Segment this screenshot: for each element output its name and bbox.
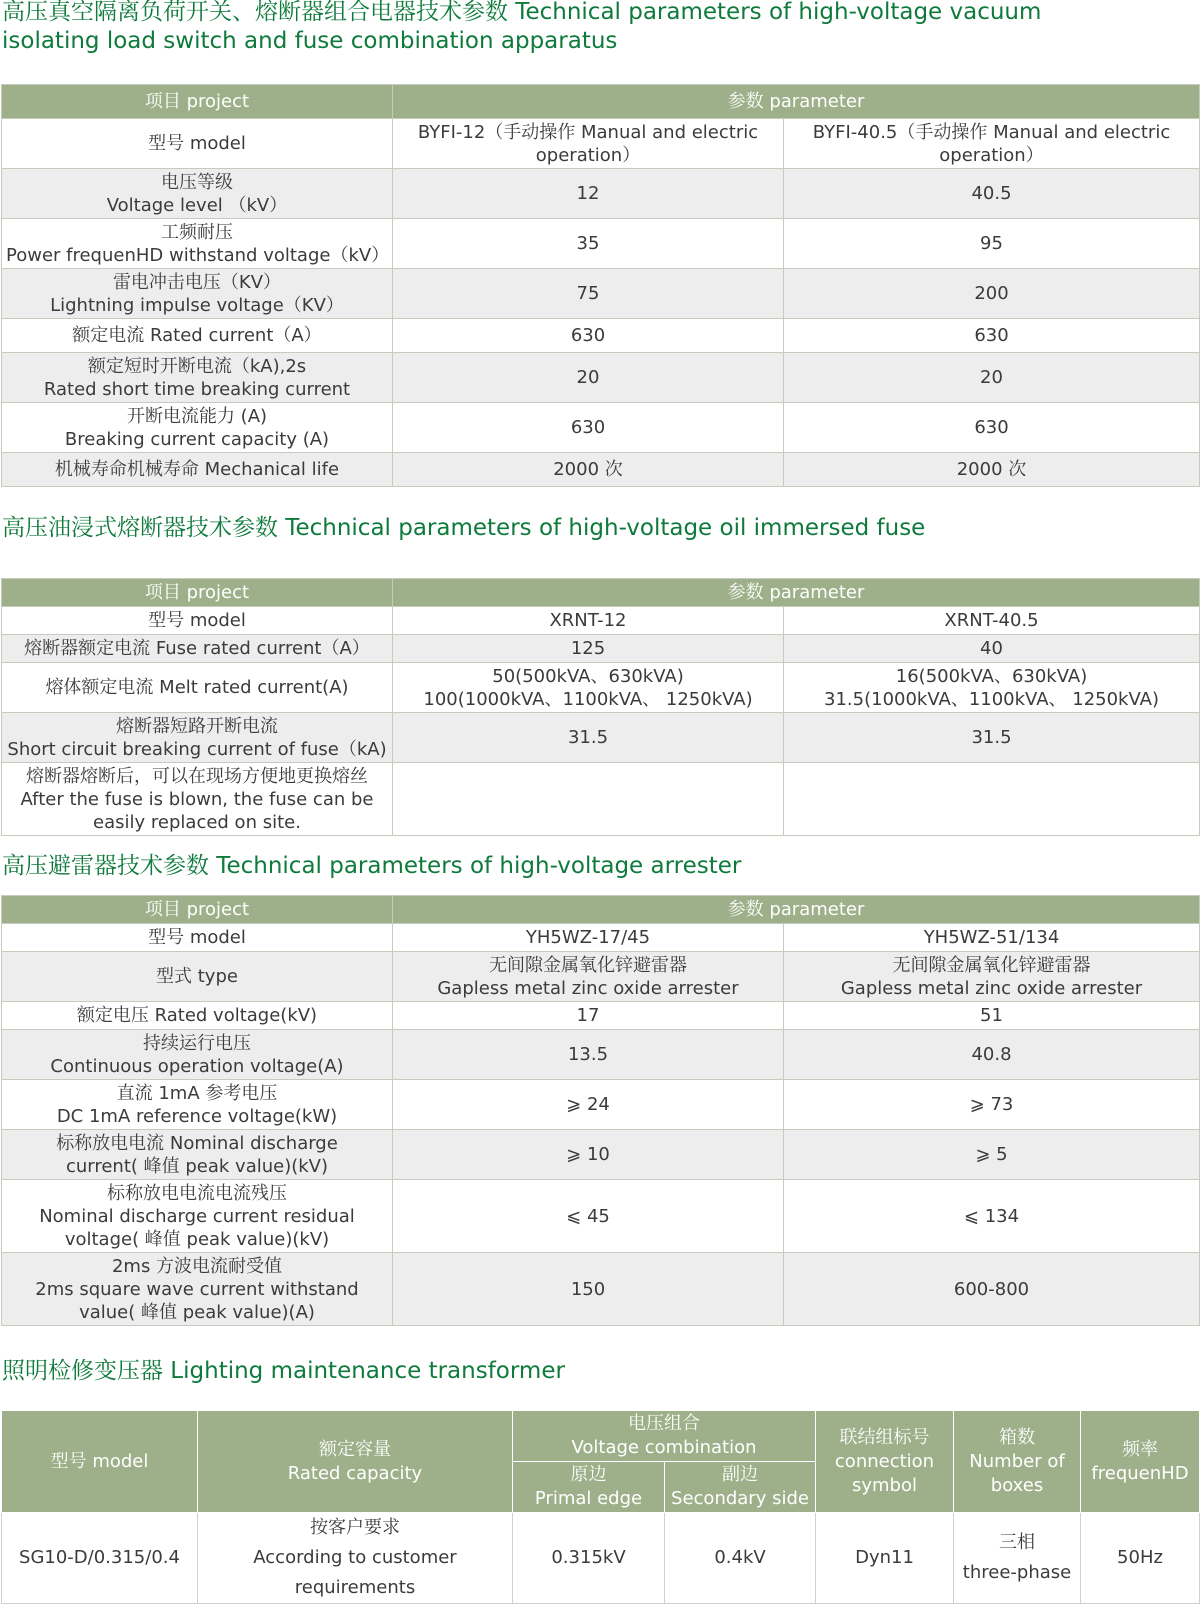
- value-cell-1: [393, 319, 784, 353]
- cell-line: 额定短时开断电流（kA),2s: [87, 355, 307, 377]
- header-frequency: [1081, 1411, 1200, 1513]
- table-row: [2, 219, 1200, 269]
- value-cell-2: [784, 713, 1200, 763]
- cell-line: YH5WZ-17/45: [525, 927, 651, 948]
- value-cell-1: [393, 1002, 784, 1030]
- cell-line: 熔断器短路开断电流: [116, 715, 278, 737]
- row-label-cell: [2, 1002, 393, 1030]
- value-cell-2: [784, 952, 1200, 1002]
- cell-line: Continuous operation voltage(A): [50, 1055, 344, 1077]
- cell-line: 额定电压 Rated voltage(kV): [76, 1005, 318, 1026]
- row-label-cell: [2, 119, 393, 169]
- table-row: [2, 952, 1200, 1002]
- value-cell-1: [393, 1253, 784, 1326]
- value-cell-2: [784, 1030, 1200, 1080]
- cell-line: 机械寿命机械寿命 Mechanical life: [54, 459, 340, 480]
- row-label-cell: [2, 1253, 393, 1326]
- cell-line: connection: [834, 1450, 935, 1472]
- cell-line: three-phase: [962, 1562, 1072, 1583]
- header-project: 项目 project: [2, 896, 393, 924]
- cell-line: 51: [980, 1005, 1003, 1026]
- cell-line: 型号 model: [148, 927, 246, 948]
- header-project: 项目 project: [2, 85, 393, 119]
- cell-line: 原边: [570, 1464, 607, 1485]
- header-voltage-combination: [513, 1411, 816, 1462]
- cell-line: 2000 次: [956, 459, 1027, 480]
- cell-line: operation）: [939, 144, 1044, 166]
- cell-line: 150: [570, 1278, 606, 1300]
- table-row: [2, 269, 1200, 319]
- cell-line: 熔体额定电流 Melt rated current(A): [45, 677, 349, 698]
- value-cell-2: [784, 607, 1200, 635]
- value-cell-1: [393, 607, 784, 635]
- section3-title: 高压避雷器技术参数 Technical parameters of high-voltage arrester: [2, 853, 742, 879]
- cell-model: SG10-D/0.315/0.4: [2, 1513, 198, 1604]
- value-cell-2: [784, 1002, 1200, 1030]
- cell-line: 无间隙金属氧化锌避雷器: [489, 954, 687, 976]
- row-label-cell: [2, 269, 393, 319]
- header-secondary-side: [665, 1462, 816, 1513]
- cell-line: Secondary side: [671, 1488, 809, 1509]
- cell-line: Gapless metal zinc oxide arrester: [840, 977, 1143, 999]
- cell-line: 13.5: [567, 1044, 609, 1065]
- value-cell-2: [784, 1253, 1200, 1326]
- cell-line: 600-800: [953, 1278, 1030, 1300]
- value-cell-1: [393, 713, 784, 763]
- cell-line: 100(1000kVA、1100kVA、 1250kVA): [423, 688, 753, 710]
- value-cell-2: [784, 663, 1200, 713]
- cell-line: 型号 model: [148, 610, 246, 631]
- cell-line: 型式 type: [156, 966, 238, 987]
- cell-line: current( 峰值 peak value)(kV): [65, 1155, 329, 1177]
- cell-line: 标称放电电流 Nominal discharge: [56, 1132, 338, 1154]
- cell-line: XRNT-40.5: [944, 610, 1039, 631]
- table-row: [2, 763, 1200, 836]
- header-number-of-boxes: [954, 1411, 1081, 1513]
- header-primary-edge: [513, 1462, 665, 1513]
- value-cell-2: [784, 924, 1200, 952]
- value-cell-2: [784, 269, 1200, 319]
- cell-line: 35: [576, 233, 600, 254]
- cell-line: ⩾ 5: [975, 1144, 1008, 1165]
- cell-line: 125: [570, 638, 606, 659]
- cell-line: 630: [974, 417, 1009, 438]
- table-row: [2, 1002, 1200, 1030]
- arrester-table: [1, 895, 1200, 1326]
- cell-line: 75: [576, 283, 600, 304]
- cell-line: 12: [576, 183, 600, 204]
- section1-title-line1: 高压真空隔离负荷开关、熔断器组合电器技术参数 Technical parameters of high-voltage vacuum: [2, 0, 1042, 25]
- cell-line: According to customer: [253, 1547, 457, 1568]
- table-row: [2, 1130, 1200, 1180]
- cell-line: 副边: [722, 1464, 758, 1485]
- value-cell-1: [393, 403, 784, 453]
- row-label-cell: [2, 763, 393, 836]
- cell-line: 2ms square wave current withstand: [35, 1278, 359, 1300]
- cell-line: boxes: [990, 1474, 1044, 1496]
- cell-line: XRNT-12: [549, 610, 627, 631]
- row-label-cell: [2, 635, 393, 663]
- value-cell-1: [393, 1080, 784, 1130]
- cell-line: 95: [980, 233, 1003, 254]
- cell-line: Number of: [969, 1450, 1065, 1472]
- value-cell-1: [393, 453, 784, 487]
- table-row: [2, 1080, 1200, 1130]
- row-label-cell: [2, 1080, 393, 1130]
- value-cell-2: [784, 403, 1200, 453]
- vacuum-switch-table: [1, 84, 1200, 487]
- header-model: 型号 model: [2, 1411, 198, 1513]
- value-cell-2: [784, 219, 1200, 269]
- table-row: [2, 713, 1200, 763]
- cell-line: requirements: [294, 1577, 416, 1598]
- cell-line: 630: [974, 325, 1009, 346]
- value-cell-1: [393, 219, 784, 269]
- cell-line: voltage( 峰值 peak value)(kV): [64, 1228, 330, 1250]
- table-row: [2, 319, 1200, 353]
- transformer-table: [1, 1410, 1200, 1604]
- section2-title: 高压油浸式熔断器技术参数 Technical parameters of high-voltage oil immersed fuse: [2, 515, 926, 541]
- table-row: [2, 607, 1200, 635]
- table-row: [2, 1253, 1200, 1326]
- cell-line: ⩽ 45: [566, 1205, 610, 1227]
- cell-line: BYFI-40.5（手动操作 Manual and electric: [812, 121, 1171, 143]
- cell-line: DC 1mA reference voltage(kW): [56, 1105, 338, 1127]
- value-cell-1: [393, 269, 784, 319]
- cell-frequency: 50Hz: [1081, 1513, 1200, 1604]
- cell-line: 31.5: [567, 727, 609, 748]
- row-label-cell: [2, 1180, 393, 1253]
- table-row: [2, 1180, 1200, 1253]
- value-cell-1: [393, 952, 784, 1002]
- cell-line: 熔断器熔断后，可以在现场方便地更换熔丝: [26, 765, 368, 787]
- cell-line: 三相: [999, 1532, 1035, 1553]
- cell-line: Rated short time breaking current: [43, 378, 351, 400]
- cell-line: Breaking current capacity (A): [64, 428, 330, 450]
- cell-line: 直流 1mA 参考电压: [116, 1082, 278, 1104]
- cell-line: 31.5(1000kVA、1100kVA、 1250kVA): [824, 688, 1159, 710]
- table-row: [2, 663, 1200, 713]
- cell-line: Nominal discharge current residual: [39, 1205, 355, 1227]
- cell-line: 2000 次: [553, 459, 623, 480]
- value-cell-2: [784, 1180, 1200, 1253]
- cell-line: Rated capacity: [287, 1462, 423, 1484]
- value-cell-2: [784, 635, 1200, 663]
- cell-line: Primal edge: [534, 1488, 643, 1509]
- cell-line: easily replaced on site.: [93, 811, 301, 833]
- cell-line: ⩽ 134: [963, 1205, 1020, 1227]
- table-row: [2, 1030, 1200, 1080]
- cell-line: 熔断器额定电流 Fuse rated current（A）: [24, 638, 370, 659]
- cell-line: 型号 model: [148, 133, 246, 154]
- value-cell-1: [393, 1030, 784, 1080]
- value-cell-1: [393, 635, 784, 663]
- cell-line: value( 峰值 peak value)(A): [79, 1301, 315, 1323]
- header-connection-symbol: [816, 1411, 954, 1513]
- cell-line: 开断电流能力 (A): [126, 405, 268, 427]
- cell-line: 频率: [1122, 1438, 1158, 1460]
- cell-line: 50(500kVA、630kVA): [492, 665, 684, 687]
- cell-line: 31.5: [971, 727, 1012, 748]
- header-project: 项目 project: [2, 579, 393, 607]
- value-cell-1: [393, 353, 784, 403]
- table-row: [2, 453, 1200, 487]
- value-cell-2: [784, 1080, 1200, 1130]
- cell-line: 17: [576, 1005, 600, 1026]
- cell-line: 40.5: [971, 183, 1012, 204]
- cell-line: YH5WZ-51/134: [923, 927, 1060, 948]
- cell-line: symbol: [851, 1474, 917, 1496]
- cell-line: Voltage level （kV）: [106, 194, 288, 216]
- cell-line: ⩾ 10: [566, 1144, 610, 1165]
- cell-capacity: [198, 1513, 513, 1604]
- cell-line: 额定容量: [319, 1438, 391, 1460]
- cell-line: 联结组标号: [839, 1426, 930, 1448]
- cell-line: 箱数: [999, 1426, 1035, 1448]
- row-label-cell: [2, 453, 393, 487]
- cell-line: 630: [570, 325, 606, 346]
- row-label-cell: [2, 663, 393, 713]
- cell-line: 按客户要求: [310, 1517, 400, 1538]
- cell-primary: 0.315kV: [513, 1513, 665, 1604]
- value-cell-1: [393, 1180, 784, 1253]
- cell-line: Power frequenHD withstand voltage（kV）: [6, 244, 390, 266]
- value-cell-1: [393, 1130, 784, 1180]
- value-cell-1: [393, 763, 784, 836]
- row-label-cell: [2, 1130, 393, 1180]
- cell-line: 40: [980, 638, 1003, 659]
- cell-line: 标称放电电流电流残压: [107, 1182, 287, 1204]
- value-cell-2: [784, 1130, 1200, 1180]
- cell-line: Gapless metal zinc oxide arrester: [437, 977, 739, 999]
- header-parameter: 参数 parameter: [393, 896, 1200, 924]
- cell-line: 电压组合: [628, 1413, 700, 1434]
- value-cell-1: [393, 169, 784, 219]
- cell-line: frequenHD: [1091, 1462, 1189, 1484]
- table-row: [2, 119, 1200, 169]
- value-cell-2: [784, 453, 1200, 487]
- cell-line: 额定电流 Rated current（A）: [72, 325, 322, 346]
- row-label-cell: [2, 713, 393, 763]
- row-label-cell: [2, 1030, 393, 1080]
- cell-line: 工频耐压: [161, 221, 233, 243]
- value-cell-2: [784, 763, 1200, 836]
- table-row: [2, 403, 1200, 453]
- header-parameter: 参数 parameter: [393, 579, 1200, 607]
- value-cell-2: [784, 169, 1200, 219]
- cell-line: Voltage combination: [571, 1437, 757, 1458]
- table-row: [2, 353, 1200, 403]
- cell-symbol: Dyn11: [816, 1513, 954, 1604]
- cell-line: ⩾ 73: [969, 1094, 1014, 1115]
- value-cell-1: [393, 924, 784, 952]
- value-cell-2: [784, 353, 1200, 403]
- cell-line: 20: [980, 367, 1003, 388]
- row-label-cell: [2, 169, 393, 219]
- table-row: [2, 169, 1200, 219]
- section4-title: 照明检修变压器 Lighting maintenance transformer: [2, 1358, 565, 1384]
- oil-fuse-table: [1, 578, 1200, 836]
- cell-line: 无间隙金属氧化锌避雷器: [892, 954, 1091, 976]
- row-label-cell: [2, 952, 393, 1002]
- value-cell-2: [784, 319, 1200, 353]
- row-label-cell: [2, 219, 393, 269]
- cell-line: 630: [570, 417, 606, 438]
- section1-title-line2: isolating load switch and fuse combination apparatus: [2, 28, 618, 54]
- cell-line: 持续运行电压: [143, 1032, 251, 1054]
- cell-line: 雷电冲击电压（KV）: [112, 271, 282, 293]
- cell-line: 20: [576, 367, 600, 388]
- table-row: [2, 924, 1200, 952]
- header-parameter: 参数 parameter: [393, 85, 1200, 119]
- cell-line: 40.8: [971, 1044, 1012, 1065]
- value-cell-1: [393, 663, 784, 713]
- row-label-cell: [2, 353, 393, 403]
- cell-line: 2ms 方波电流耐受值: [111, 1255, 283, 1277]
- cell-line: Short circuit breaking current of fuse（kA): [7, 738, 387, 760]
- cell-line: BYFI-12（手动操作 Manual and electric: [417, 121, 759, 143]
- row-label-cell: [2, 607, 393, 635]
- cell-line: 16(500kVA、630kVA): [895, 665, 1088, 687]
- cell-line: 电压等级: [161, 171, 233, 193]
- cell-secondary: 0.4kV: [665, 1513, 816, 1604]
- section1-title: [2, 0, 1041, 56]
- cell-line: ⩾ 24: [566, 1094, 610, 1115]
- value-cell-2: [784, 119, 1200, 169]
- row-label-cell: [2, 924, 393, 952]
- table-row: [2, 635, 1200, 663]
- cell-boxes: [954, 1513, 1081, 1604]
- value-cell-1: [393, 119, 784, 169]
- cell-line: 200: [974, 283, 1009, 304]
- table-row: [2, 1513, 1200, 1604]
- row-label-cell: [2, 403, 393, 453]
- header-capacity: [198, 1411, 513, 1513]
- cell-line: Lightning impulse voltage（KV）: [50, 294, 344, 316]
- cell-line: operation）: [535, 144, 641, 166]
- row-label-cell: [2, 319, 393, 353]
- cell-line: After the fuse is blown, the fuse can be: [20, 788, 374, 810]
